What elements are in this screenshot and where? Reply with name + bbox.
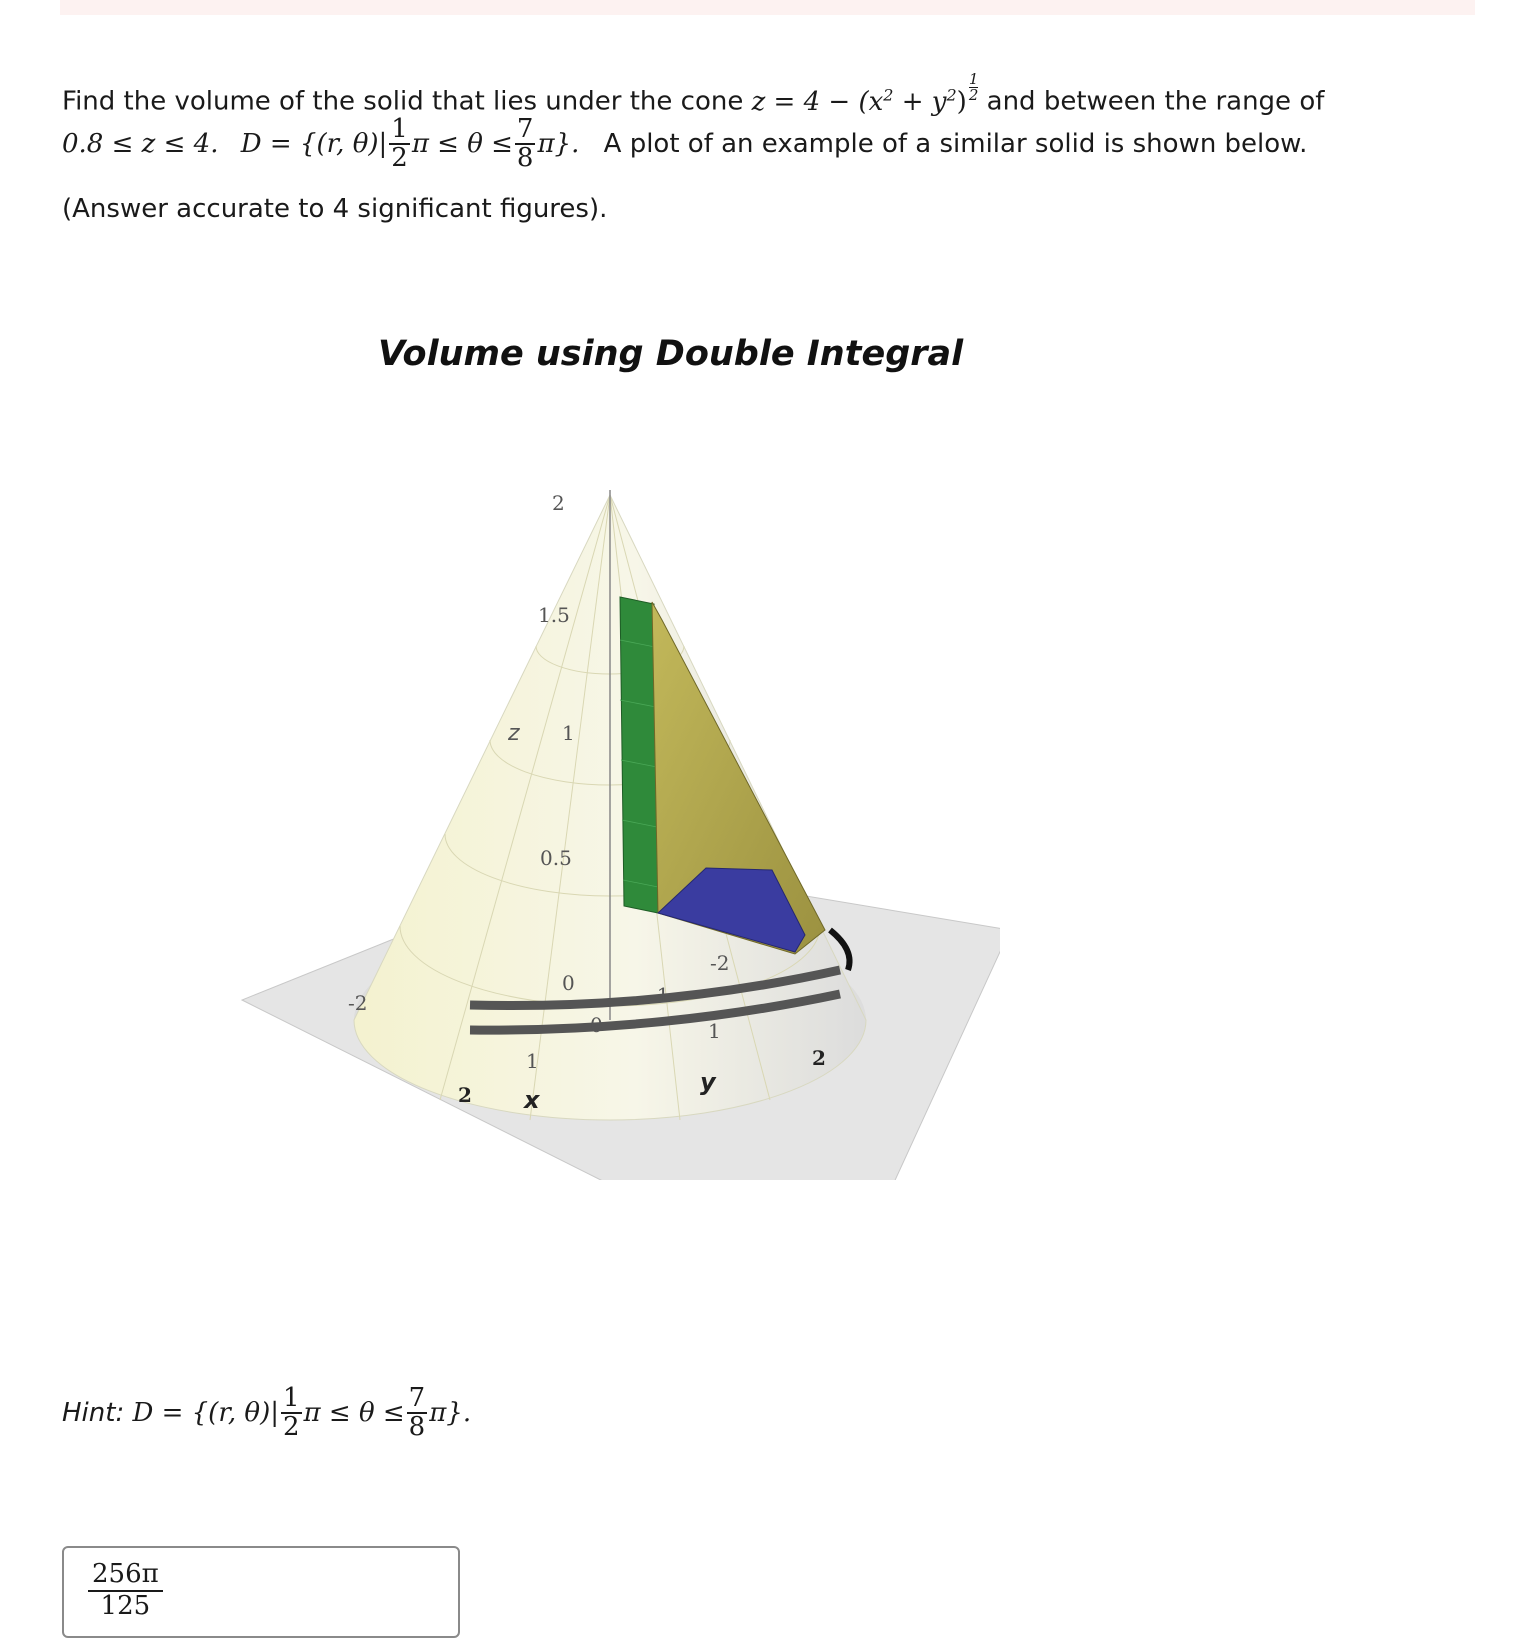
domain-mid: π ≤ θ ≤ (411, 128, 513, 159)
x-tick-1: 1 (526, 1049, 539, 1073)
hint-fraction-half: $\frac{1}{2}$ (283, 1383, 300, 1443)
cone-equation: $z = 4 - (x^2 + y^2)$ $\frac{1}{2}$ (751, 70, 979, 117)
z-axis-label: z (508, 721, 520, 746)
domain-lhs: D = {(r, θ)| (240, 128, 388, 159)
hint-domain-end: π}. (429, 1397, 472, 1428)
z-tick-2: 2 (552, 491, 565, 515)
y-tick-0: 0 (590, 1013, 603, 1037)
y-tick-neg2: -2 (710, 951, 730, 975)
z-tick-0: 0 (562, 971, 575, 995)
z-range: 0.8 ≤ z ≤ 4. (62, 128, 219, 159)
z-tick-1: 1 (562, 721, 575, 745)
fraction-seven-eighths: $\frac{7}{8}$ (516, 114, 534, 174)
hint-domain-mid: π ≤ θ ≤ (303, 1397, 405, 1428)
volume-plot (240, 320, 1000, 1180)
hint-prefix: Hint: (62, 1397, 125, 1428)
y-tick-2: 2 (812, 1046, 826, 1070)
z-tick-1.5: 1.5 (538, 603, 570, 627)
y-tick-1: 1 (708, 1019, 721, 1043)
answer-input[interactable] (62, 1546, 460, 1638)
problem-intro-text: Find the volume of the solid that lies under the cone (62, 86, 744, 117)
x-tick-2: 2 (458, 1083, 472, 1107)
problem-line2-tail: A plot of an example of a similar solid is shown below. (603, 128, 1308, 159)
plot-title: Volume using Double Integral (378, 334, 964, 374)
fraction-half: $\frac{1}{2}$ (391, 114, 408, 174)
hint-domain-lhs: D = {(r, θ)| (132, 1397, 279, 1428)
z-tick-0.5: 0.5 (540, 846, 572, 870)
domain-end: π}. (537, 128, 580, 159)
answer-fraction (88, 1560, 163, 1622)
hint-fraction-seven-eighths: $\frac{7}{8}$ (408, 1383, 426, 1443)
problem-line-1 (62, 72, 1324, 115)
problem-line-3: (Answer accurate to 4 significant figures). (62, 194, 608, 224)
hint-text (62, 1385, 471, 1442)
answer-numerator: 256π (88, 1560, 163, 1592)
answer-denominator: 125 (100, 1590, 151, 1621)
y-tick-neg1: -1 (650, 983, 670, 1007)
cone-exponent: $\frac{1}{2}$ (968, 70, 979, 104)
x-axis-label: x (524, 1086, 540, 1114)
y-axis-label: y (700, 1068, 716, 1096)
solid-wall-left (620, 597, 658, 913)
problem-line-2 (62, 116, 1307, 173)
problem-line1-tail: and between the range of (986, 86, 1325, 117)
feedback-banner (60, 0, 1475, 15)
x-tick-neg2: -2 (348, 991, 368, 1015)
